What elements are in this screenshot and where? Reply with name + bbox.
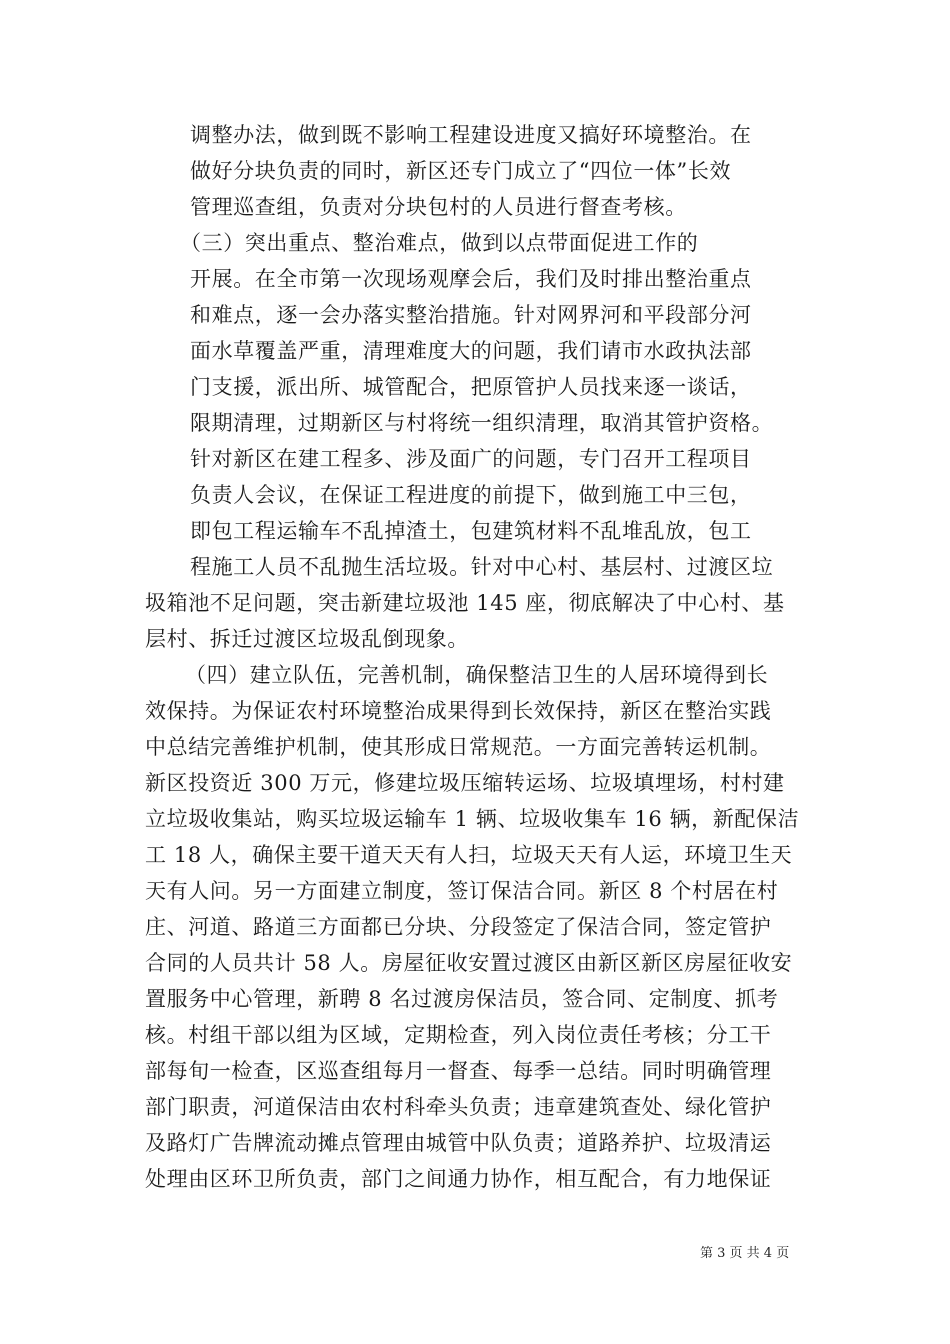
- text-line: 部每旬一检查，区巡查组每月一督查、每季一总结。同时明确管理: [145, 1059, 772, 1083]
- text-line: 圾箱池不足问题，突击新建垃圾池 145 座，彻底解决了中心村、基: [145, 591, 785, 615]
- text-line: 面水草覆盖严重，清理难度大的问题，我们请市水政执法部: [190, 339, 752, 363]
- text-line: 管理巡查组，负责对分块包村的人员进行督查考核。: [190, 195, 687, 219]
- text-line: 针对新区在建工程多、涉及面广的问题，专门召开工程项目: [190, 447, 752, 471]
- text-line: 处理由区环卫所负责，部门之间通力协作，相互配合，有力地保证: [145, 1167, 772, 1191]
- text-line: 中总结完善维护机制，使其形成日常规范。一方面完善转运机制。: [145, 735, 772, 759]
- text-line: 门支援，派出所、城管配合，把原管护人员找来逐一谈话，: [190, 375, 752, 399]
- text-line: 核。村组干部以组为区域，定期检查，列入岗位责任考核；分工干: [145, 1023, 772, 1047]
- text-line: 效保持。为保证农村环境整治成果得到长效保持，新区在整治实践: [145, 699, 772, 723]
- text-line: 层村、拆迁过渡区垃圾乱倒现象。: [145, 627, 469, 651]
- text-line: 即包工程运输车不乱掉渣土，包建筑材料不乱堆乱放，包工: [190, 519, 752, 543]
- page-number-footer: 第 3 页 共 4 页: [700, 1246, 790, 1261]
- text-line: 工 18 人，确保主要干道天天有人扫，垃圾天天有人运，环境卫生天: [145, 843, 793, 867]
- text-line: 新区投资近 300 万元，修建垃圾压缩转运场、垃圾填埋场，村村建: [145, 771, 785, 795]
- text-line: 庄、河道、路道三方面都已分块、分段签定了保洁合同，签定管护: [145, 915, 772, 939]
- text-line: 做好分块负责的同时，新区还专门成立了“四位一体”长效: [190, 159, 732, 183]
- text-line: 置服务中心管理，新聘 8 名过渡房保洁员，签合同、定制度、抓考: [145, 987, 779, 1011]
- text-line: 限期清理，过期新区与村将统一组织清理，取消其管护资格。: [190, 411, 774, 435]
- text-line: 开展。在全市第一次现场观摩会后，我们及时排出整治重点: [190, 267, 752, 291]
- text-line: 和难点，逐一会办落实整治措施。针对网界河和平段部分河: [190, 303, 752, 327]
- text-line: 合同的人员共计 58 人。房屋征收安置过渡区由新区新区房屋征收安: [145, 951, 793, 975]
- text-line: 及路灯广告牌流动摊点管理由城管中队负责；道路养护、垃圾清运: [145, 1131, 772, 1155]
- text-line: 天有人问。另一方面建立制度，签订保洁合同。新区 8 个村居在村: [145, 879, 779, 903]
- text-line: 程施工人员不乱抛生活垃圾。针对中心村、基层村、过渡区垃: [190, 555, 774, 579]
- text-line: 调整办法，做到既不影响工程建设进度又搞好环境整治。在: [190, 123, 752, 147]
- text-line: （四）建立队伍，完善机制，确保整洁卫生的人居环境得到长: [185, 663, 769, 687]
- text-line: 部门职责，河道保洁由农村科牵头负责；违章建筑查处、绿化管护: [145, 1095, 772, 1119]
- text-line: （三）突出重点、整治难点，做到以点带面促进工作的: [180, 231, 699, 255]
- text-line: 立垃圾收集站，购买垃圾运输车 1 辆、垃圾收集车 16 辆，新配保洁: [145, 807, 800, 831]
- text-line: 负责人会议，在保证工程进度的前提下，做到施工中三包，: [190, 483, 752, 507]
